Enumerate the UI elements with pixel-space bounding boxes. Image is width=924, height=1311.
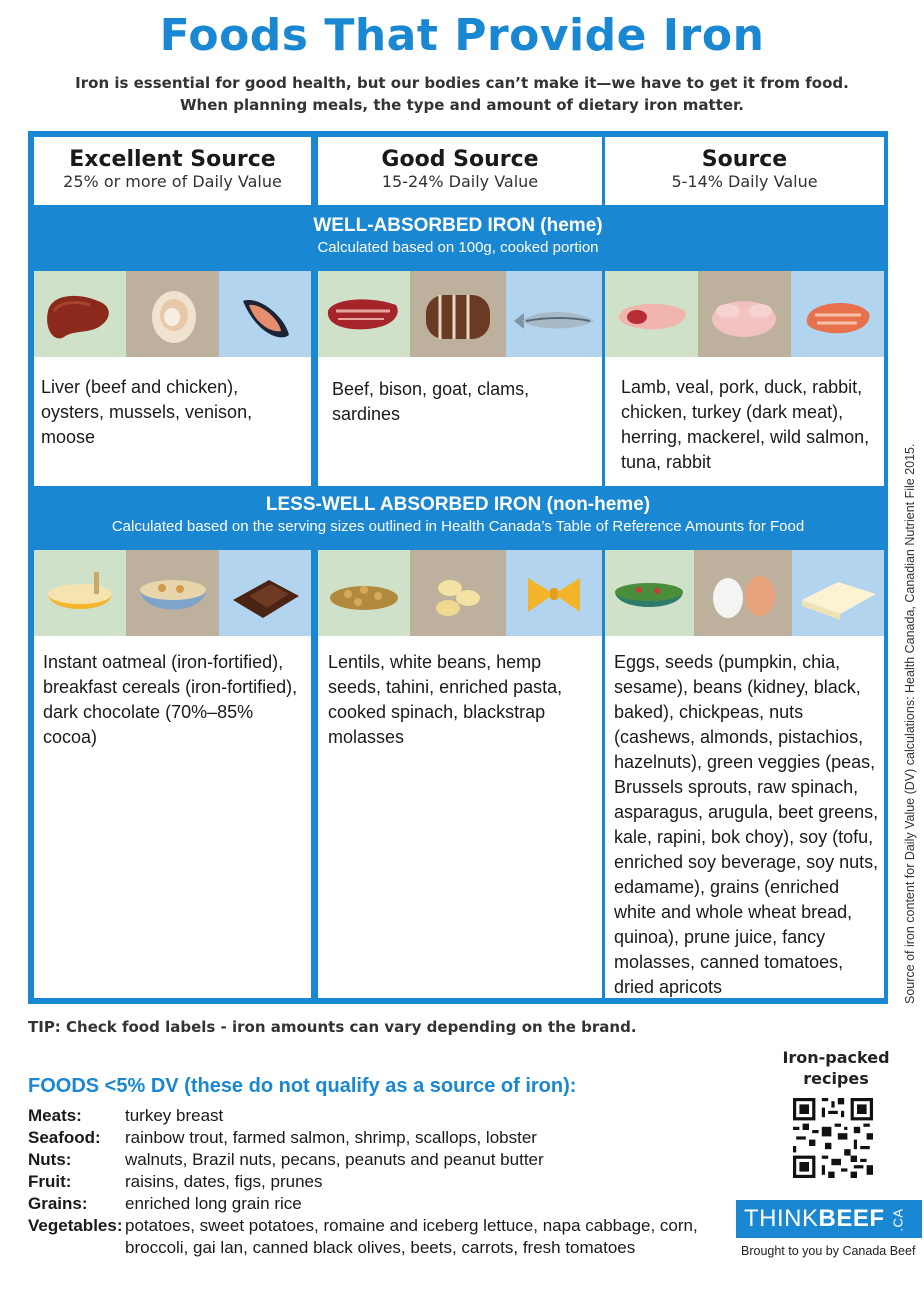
salmon-steak-icon bbox=[791, 271, 884, 357]
iron-table bbox=[28, 131, 888, 1004]
heme-foods-source: Lamb, veal, pork, duck, rabbit, chicken, turkey (dark meat), herring, mackerel, wild salmon, tuna, rabbit bbox=[621, 377, 870, 472]
heme-title: WELL-ABSORBED IRON (heme) bbox=[313, 215, 603, 236]
heme-foods-excellent: Liver (beef and chicken), oysters, mussels, venison, moose bbox=[41, 377, 253, 447]
pork-chop-icon bbox=[605, 271, 698, 357]
column-heading: Excellent Source bbox=[69, 147, 276, 172]
nonheme-title: LESS-WELL ABSORBED IRON (non-heme) bbox=[265, 494, 651, 515]
column-header-good bbox=[318, 137, 602, 205]
chocolate-icon bbox=[219, 550, 311, 636]
source-note: Source of iron content for Daily Value (DV) calculations: Health Canada, Canadian Nutrient File 2015. bbox=[903, 443, 917, 1004]
low-foods-category: Seafood: bbox=[28, 1128, 101, 1147]
oyster-icon bbox=[126, 271, 219, 357]
recipes-label-line: recipes bbox=[803, 1069, 869, 1088]
recipes-label bbox=[766, 1047, 906, 1089]
image-strip bbox=[605, 271, 884, 357]
nonheme-foods-good: Lentils, white beans, hemp seeds, tahini, enriched pasta, cooked spinach, blackstrap molasses bbox=[328, 652, 563, 747]
lentils-icon bbox=[318, 550, 410, 636]
column-header-source bbox=[605, 137, 884, 205]
eggs-icon bbox=[694, 550, 792, 636]
low-foods-category: Meats: bbox=[28, 1106, 82, 1125]
logo-beef: BEEF bbox=[818, 1205, 885, 1232]
low-foods-title: FOODS <5% DV (these do not qualify as a source of iron): bbox=[28, 1075, 577, 1097]
salad-bowl-icon bbox=[605, 550, 694, 636]
roast-beef-icon bbox=[410, 271, 506, 357]
nonheme-foods-excellent: Instant oatmeal (iron-fortified), breakfast cereals (iron-fortified), dark chocolate (70%–85% cocoa) bbox=[43, 652, 298, 747]
low-foods-items-continued: broccoli, gai lan, canned black olives, beets, carrots, fresh tomatoes bbox=[125, 1238, 636, 1257]
low-foods-category: Vegetables: bbox=[28, 1216, 123, 1235]
qr-code[interactable] bbox=[793, 1098, 873, 1178]
heme-subtitle: Calculated based on 100g, cooked portion bbox=[317, 239, 599, 256]
low-foods-items: raisins, dates, figs, prunes bbox=[125, 1172, 323, 1191]
heme-cell-excellent bbox=[34, 271, 311, 486]
column-range: 5-14% Daily Value bbox=[671, 172, 818, 191]
nonheme-cell-source bbox=[605, 550, 884, 998]
column-range: 25% or more of Daily Value bbox=[63, 172, 282, 191]
mussel-icon bbox=[219, 271, 311, 357]
sardine-icon bbox=[506, 271, 602, 357]
low-foods-items: enriched long grain rice bbox=[125, 1194, 302, 1213]
column-header-excellent bbox=[34, 137, 311, 205]
nonheme-foods-source: Eggs, seeds (pumpkin, chia, sesame), beans (kidney, black, baked), chickpeas, nuts (cashews, almonds, pistachios, hazelnuts), green veggies (peas, Brussels sprouts, raw spinach, asparagus, arugula, beet greens, kale, rapini, bok choy), soy (tofu, enriched soy beverage, soy nuts, edamame), grains (enriched white and whole wheat bread, quinoa), prune juice, fancy molasses, canned tomatoes, dried apricots bbox=[614, 652, 879, 997]
white-beans-icon bbox=[410, 550, 506, 636]
thinkbeef-logo[interactable] bbox=[736, 1200, 922, 1238]
image-strip bbox=[34, 271, 311, 357]
liver-icon bbox=[34, 271, 126, 357]
image-strip bbox=[318, 550, 602, 636]
page-title: Foods That Provide Iron bbox=[159, 10, 765, 61]
low-foods-items: potatoes, sweet potatoes, romaine and iceberg lettuce, napa cabbage, corn, bbox=[125, 1216, 698, 1235]
heme-foods-good: Beef, bison, goat, clams, sardines bbox=[332, 379, 530, 424]
low-foods-category: Nuts: bbox=[28, 1150, 72, 1169]
column-range: 15-24% Daily Value bbox=[381, 172, 539, 191]
heme-cell-good bbox=[318, 271, 602, 486]
low-foods-category: Fruit: bbox=[28, 1172, 72, 1191]
nonheme-band bbox=[28, 494, 888, 535]
nonheme-cell-excellent bbox=[34, 550, 311, 998]
pasta-icon bbox=[506, 550, 602, 636]
oatmeal-icon bbox=[34, 550, 126, 636]
logo-ca: .CA bbox=[890, 1208, 906, 1232]
column-heading: Source bbox=[701, 147, 788, 172]
cereal-bowl-icon bbox=[126, 550, 219, 636]
recipes-label-line: Iron-packed bbox=[782, 1048, 890, 1067]
heme-cell-source bbox=[605, 271, 884, 486]
subtitle-line-2: When planning meals, the type and amount of dietary iron matter. bbox=[179, 96, 744, 114]
image-strip bbox=[318, 271, 602, 357]
brand-byline: Brought to you by Canada Beef bbox=[741, 1244, 916, 1258]
tip-text: TIP: Check food labels - iron amounts can vary depending on the brand. bbox=[28, 1018, 637, 1036]
heme-band bbox=[28, 215, 888, 256]
tofu-icon bbox=[792, 550, 884, 636]
column-heading: Good Source bbox=[381, 147, 539, 172]
steak-icon bbox=[318, 271, 410, 357]
logo-think: THINK bbox=[744, 1205, 819, 1232]
low-foods-items: turkey breast bbox=[125, 1106, 224, 1125]
nonheme-cell-good bbox=[318, 550, 602, 998]
low-foods-category: Grains: bbox=[28, 1194, 88, 1213]
subtitle-line-1: Iron is essential for good health, but our bodies can’t make it—we have to get it from food. bbox=[75, 74, 849, 92]
low-foods-items: rainbow trout, farmed salmon, shrimp, scallops, lobster bbox=[125, 1128, 537, 1147]
image-strip bbox=[605, 550, 884, 636]
low-foods-items: walnuts, Brazil nuts, pecans, peanuts and peanut butter bbox=[125, 1150, 544, 1169]
image-strip bbox=[34, 550, 311, 636]
nonheme-subtitle: Calculated based on the serving sizes outlined in Health Canada’s Table of Reference Amounts for Food bbox=[111, 518, 805, 535]
roast-chicken-icon bbox=[698, 271, 791, 357]
